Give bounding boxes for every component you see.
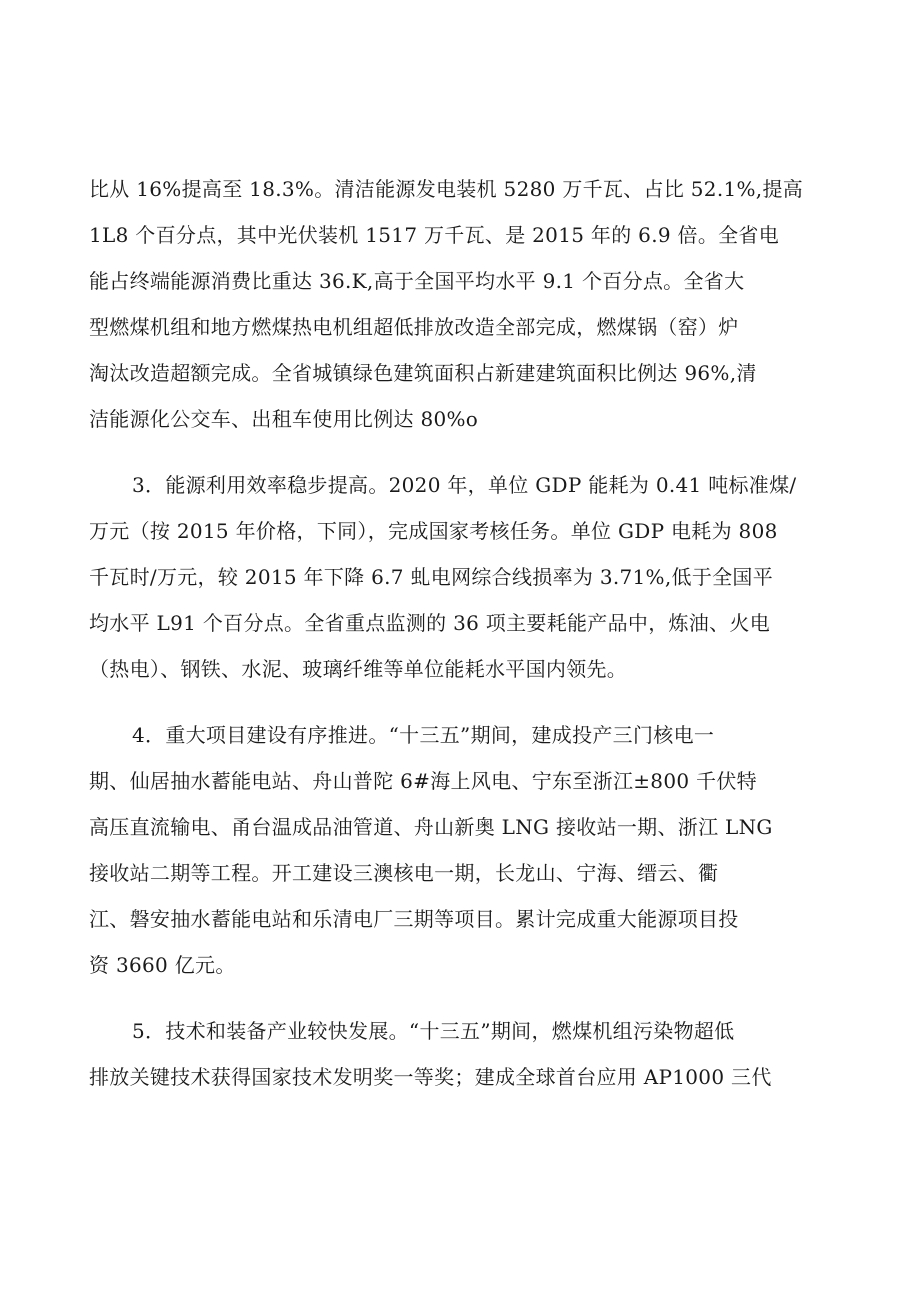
paragraph-clean-energy [89,166,841,442]
text-line: 资 3660 亿元。 [89,953,236,977]
text-line: 型燃煤机组和地方燃煤热电机组超低排放改造全部完成，燃煤锅（窑）炉 [89,315,739,339]
text-line: 能占终端能源消费比重达 36.K,高于全国平均水平 9.1 个百分点。全省大 [89,269,745,293]
text-line: 4．重大项目建设有序推进。“十三五”期间，建成投产三门核电一 [132,723,715,747]
paragraph-energy-efficiency [89,462,841,692]
text-line: 排放关键技术获得国家技术发明奖一等奖；建成全球首台应用 AP1000 三代 [89,1065,772,1089]
text-line: （热电）、钢铁、水泥、玻璃纤维等单位能耗水平国内领先。 [89,657,628,681]
text-line: 比从 16%提高至 18.3%。清洁能源发电装机 5280 万千瓦、占比 52.1%,提高 [89,177,804,201]
text-line: 3．能源利用效率稳步提高。2020 年，单位 GDP 能耗为 0.41 吨标准煤/ [132,473,797,497]
text-line: 均水平 L91 个百分点。全省重点监测的 36 项主要耗能产品中，炼油、火电 [89,611,771,635]
text-line: 高压直流输电、甬台温成品油管道、舟山新奥 LNG 接收站一期、浙江 LNG [89,815,773,839]
text-line: 江、磐安抽水蓄能电站和乐清电厂三期等项目。累计完成重大能源项目投 [89,907,739,931]
text-line: 洁能源化公交车、出租车使用比例达 80%o [89,407,479,431]
text-line: 万元（按 2015 年价格，下同），完成国家考核任务。单位 GDP 电耗为 808 [89,519,778,543]
text-line: 淘汰改造超额完成。全省城镇绿色建筑面积占新建建筑面积比例达 96%,清 [89,361,757,385]
paragraph-major-projects [89,712,841,988]
text-line: 5．技术和装备产业较快发展。“十三五”期间，燃煤机组污染物超低 [132,1019,735,1043]
paragraph-technology-equipment [89,1008,841,1100]
text-line: 期、仙居抽水蓄能电站、舟山普陀 6#海上风电、宁东至浙江±800 千伏特 [89,769,757,793]
text-line: 千瓦时/万元，较 2015 年下降 6.7 虬电网综合线损率为 3.71%,低于全国平 [89,565,774,589]
body-text [89,166,841,1100]
text-line: 接收站二期等工程。开工建设三澳核电一期，长龙山、宁海、缙云、衢 [89,861,719,885]
text-line: 1L8 个百分点，其中光伏装机 1517 万千瓦、是 2015 年的 6.9 倍。全省电 [89,223,780,247]
